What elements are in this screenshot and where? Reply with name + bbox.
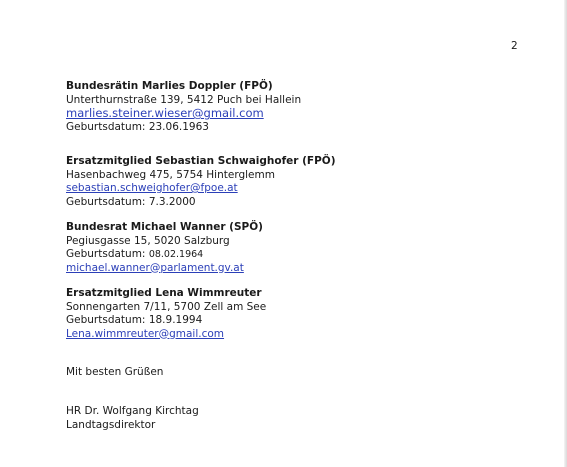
contact-name: Bundesrätin Marlies Doppler (FPÖ) <box>66 80 273 92</box>
contact-name: Ersatzmitglied Lena Wimmreuter <box>66 287 262 299</box>
birthdate-value: 7.3.2000 <box>148 195 196 208</box>
closing-text: Mit besten Grüßen <box>66 366 164 378</box>
contact-email-link[interactable]: michael.wanner@parlament.gv.at <box>66 261 244 274</box>
contact-block-wanner <box>66 221 263 275</box>
contact-name: Bundesrat Michael Wanner (SPÖ) <box>66 221 263 233</box>
contact-birthdate <box>66 196 336 210</box>
contact-address: Pegiusgasse 15, 5020 Salzburg <box>66 234 230 247</box>
contact-birthdate <box>66 121 301 135</box>
contact-birthdate <box>66 314 266 328</box>
contact-address: Sonnengarten 7/11, 5700 Zell am See <box>66 300 267 313</box>
contact-block-wimmreuter <box>66 287 266 341</box>
birthdate-label: Geburtsdatum: <box>66 314 146 326</box>
birthdate-value: 18.9.1994 <box>148 314 203 326</box>
contact-address: Hasenbachweg 475, 5754 Hinterglemm <box>66 168 275 181</box>
contact-address: Unterthurnstraße 139, 5412 Puch bei Hallein <box>66 93 302 106</box>
birthdate-value: 23.06.1963 <box>148 120 209 133</box>
contact-block-schwaighofer <box>66 155 336 209</box>
birthdate-value: 08.02.1964 <box>148 249 204 260</box>
closing-block <box>66 366 163 380</box>
contact-name: Ersatzmitglied Sebastian Schwaighofer (FPÖ) <box>66 155 336 167</box>
birthdate-label: Geburtsdatum: <box>66 120 146 133</box>
contact-birthdate <box>66 248 263 262</box>
birthdate-label: Geburtsdatum: <box>66 248 146 260</box>
signature-name: HR Dr. Wolfgang Kirchtag <box>66 405 199 417</box>
signature-title: Landtagsdirektor <box>66 418 156 431</box>
signature-block <box>66 405 199 432</box>
contact-email-link[interactable]: sebastian.schweighofer@fpoe.at <box>66 182 238 194</box>
contact-email-link[interactable]: Lena.wimmreuter@gmail.com <box>66 327 225 340</box>
birthdate-label: Geburtsdatum: <box>66 195 146 208</box>
page-number: 2 <box>511 40 518 52</box>
contact-block-doppler <box>66 80 301 134</box>
contact-email-link[interactable]: marlies.steiner.wieser@gmail.com <box>66 106 264 120</box>
